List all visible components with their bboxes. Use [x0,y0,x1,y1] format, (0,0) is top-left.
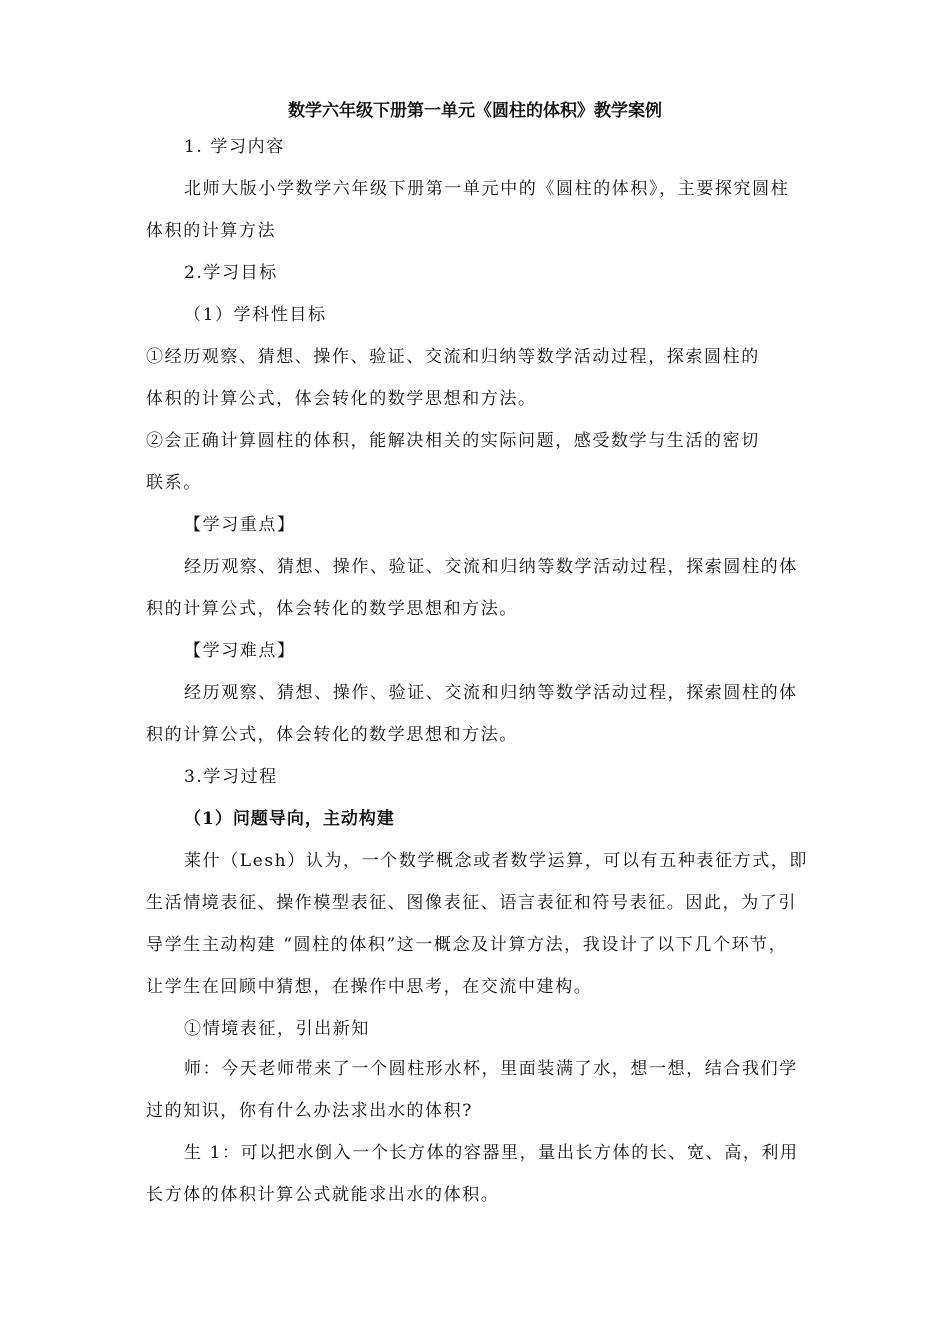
paragraph-line: 莱什（Lesh）认为，一个数学概念或者数学运算，可以有五种表征方式，即 [184,851,809,871]
paragraph-line: 生活情境表征、操作模型表征、图像表征、语言表征和符号表征。因此，为了引 [146,893,797,913]
paragraph-line: 联系。 [146,473,202,493]
paragraph-line: ②会正确计算圆柱的体积，能解决相关的实际问题，感受数学与生活的密切 [146,431,760,451]
paragraph-line: 经历观察、猜想、操作、验证、交流和归纳等数学活动过程，探索圆柱的体 [184,557,798,577]
paragraph-line: 让学生在回顾中猜想，在操作中思考，在交流中建构。 [146,977,593,997]
paragraph-line: 体积的计算方法 [146,221,277,241]
subsection-heading: （1）学科性目标 [184,305,327,325]
dialogue-line: 长方体的体积计算公式就能求出水的体积。 [146,1185,500,1205]
section-heading-content: 1. 学习内容 [184,137,285,157]
dialogue-line: 生 1：可以把水倒入一个长方体的容器里，量出长方体的长、宽、高，利用 [184,1143,799,1163]
subsection-heading-bold: （1）问题导向，主动构建 [184,809,395,829]
paragraph-line: ①经历观察、猜想、操作、验证、交流和归纳等数学活动过程，探索圆柱的 [146,347,760,367]
key-points-heading: 【学习重点】 [184,515,296,535]
paragraph-line: 积的计算公式，体会转化的数学思想和方法。 [146,725,518,745]
section-heading-process: 3.学习过程 [184,767,278,787]
step-heading: ①情境表征，引出新知 [184,1019,370,1039]
paragraph-line: 导学生主动构建 “圆柱的体积”这一概念及计算方法，我设计了以下几个环节， [146,935,788,955]
paragraph-line: 北师大版小学数学六年级下册第一单元中的《圆柱的体积》，主要探究圆柱 [184,179,790,199]
difficulties-heading: 【学习难点】 [184,641,296,661]
paragraph-line: 积的计算公式，体会转化的数学思想和方法。 [146,599,518,619]
paragraph-line: 经历观察、猜想、操作、验证、交流和归纳等数学活动过程，探索圆柱的体 [184,683,798,703]
dialogue-line: 过的知识，你有什么办法求出水的体积? [146,1101,473,1121]
dialogue-line: 师：今天老师带来了一个圆柱形水杯，里面装满了水，想一想，结合我们学 [184,1059,798,1079]
paragraph-line: 体积的计算公式，体会转化的数学思想和方法。 [146,389,537,409]
section-heading-goals: 2.学习目标 [184,263,278,283]
document-title: 数学六年级下册第一单元《圆柱的体积》教学案例 [288,101,662,121]
